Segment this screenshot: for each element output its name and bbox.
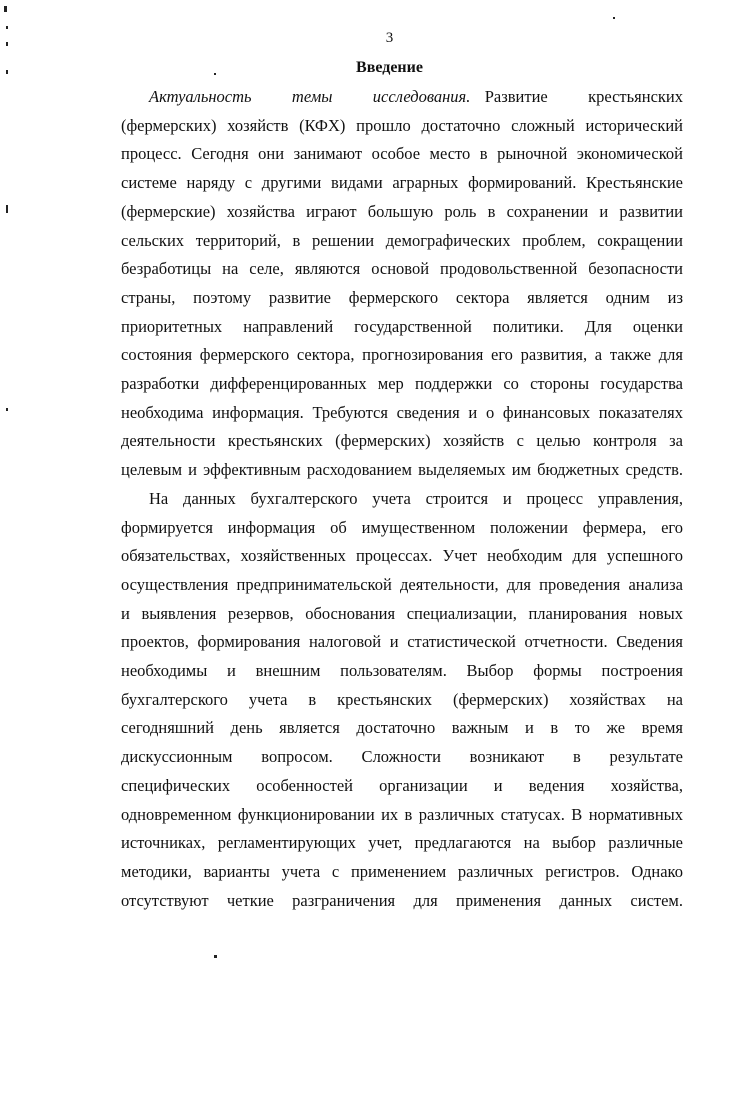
paragraph-line: состояния фермерского сектора, прогнозирования его развития, а также для <box>121 345 683 365</box>
scan-speck <box>4 6 7 12</box>
paragraph-line: системе наряду с другими видами аграрных формирований. Крестьянские <box>121 173 683 193</box>
relevance-lead: Актуальность темы исследования. <box>149 87 471 106</box>
paragraph-relevance <box>121 83 683 485</box>
paragraph-accounting <box>121 485 683 916</box>
page-heading: Введение <box>356 59 423 76</box>
scan-speck <box>6 205 8 213</box>
paragraph-line: обязательствах, хозяйственных процессах. Учет необходим для успешного <box>121 546 683 566</box>
paragraph-line: (фермерских) хозяйств (КФХ) прошло достаточно сложный исторический <box>121 115 683 135</box>
paragraph-line: приоритетных направлений государственной политики. Для оценки <box>121 316 683 336</box>
scan-speck <box>6 26 8 29</box>
paragraph-line: формируется информация об имущественном положении фермера, его <box>121 517 683 537</box>
paragraph-line: разработки дифференцированных мер поддержки со стороны государства <box>121 374 683 394</box>
paragraph-line: деятельности крестьянских (фермерских) хозяйств с целью контроля за <box>121 431 683 451</box>
paragraph-line: отсутствуют четкие разграничения для применения данных систем. <box>121 890 683 910</box>
paragraph-line: безработицы на селе, являются основой продовольственной безопасности <box>121 259 683 279</box>
paragraph-line: осуществления предпринимательской деятельности, для проведения анализа <box>121 574 683 594</box>
paragraph-line: процесс. Сегодня они занимают особое место в рыночной экономической <box>121 144 683 164</box>
scan-speck <box>6 70 8 74</box>
paragraph-line: На данных бухгалтерского учета строится и процесс управления, <box>149 488 683 508</box>
paragraph-line: бухгалтерского учета в крестьянских (фермерских) хозяйствах на <box>121 689 683 709</box>
paragraph-line: целевым и эффективным расходованием выделяемых им бюджетных средств. <box>121 460 683 480</box>
page-number: 3 <box>385 30 394 46</box>
paragraph-line: специфических особенностей организации и ведения хозяйства, <box>121 775 683 795</box>
paragraph-line: страны, поэтому развитие фермерского сектора является одним из <box>121 287 683 307</box>
paragraph-line: дискуссионным вопросом. Сложности возникают в результате <box>121 747 683 767</box>
paragraph-line: проектов, формирования налоговой и статистической отчетности. Сведения <box>121 632 683 652</box>
body-text <box>121 83 683 915</box>
paragraph-line: необходимы и внешним пользователям. Выбор формы построения <box>121 661 683 681</box>
paragraph-line: (фермерские) хозяйства играют большую роль в сохранении и развитии <box>121 201 683 221</box>
paragraph-line: необходима информация. Требуются сведения и о финансовых показателях <box>121 402 683 422</box>
paragraph-line: одновременном функционировании их в различных статусах. В нормативных <box>121 804 683 824</box>
paragraph-line: и выявления резервов, обоснования специализации, планирования новых <box>121 603 683 623</box>
paragraph-line <box>121 83 683 112</box>
scan-speck <box>6 42 8 46</box>
paragraph-line: сельских территорий, в решении демографических проблем, сокращении <box>121 230 683 250</box>
scan-speck <box>613 17 615 19</box>
line-text: Развитие крестьянских <box>484 87 684 106</box>
paragraph-line: сегодняшний день является достаточно важным и в то же время <box>121 718 683 738</box>
paragraph-line: методики, варианты учета с применением различных регистров. Однако <box>121 861 683 881</box>
paragraph-line: источниках, регламентирующих учет, предлагаются на выбор различные <box>121 833 683 853</box>
scan-speck <box>214 955 217 958</box>
scan-speck <box>6 408 8 411</box>
